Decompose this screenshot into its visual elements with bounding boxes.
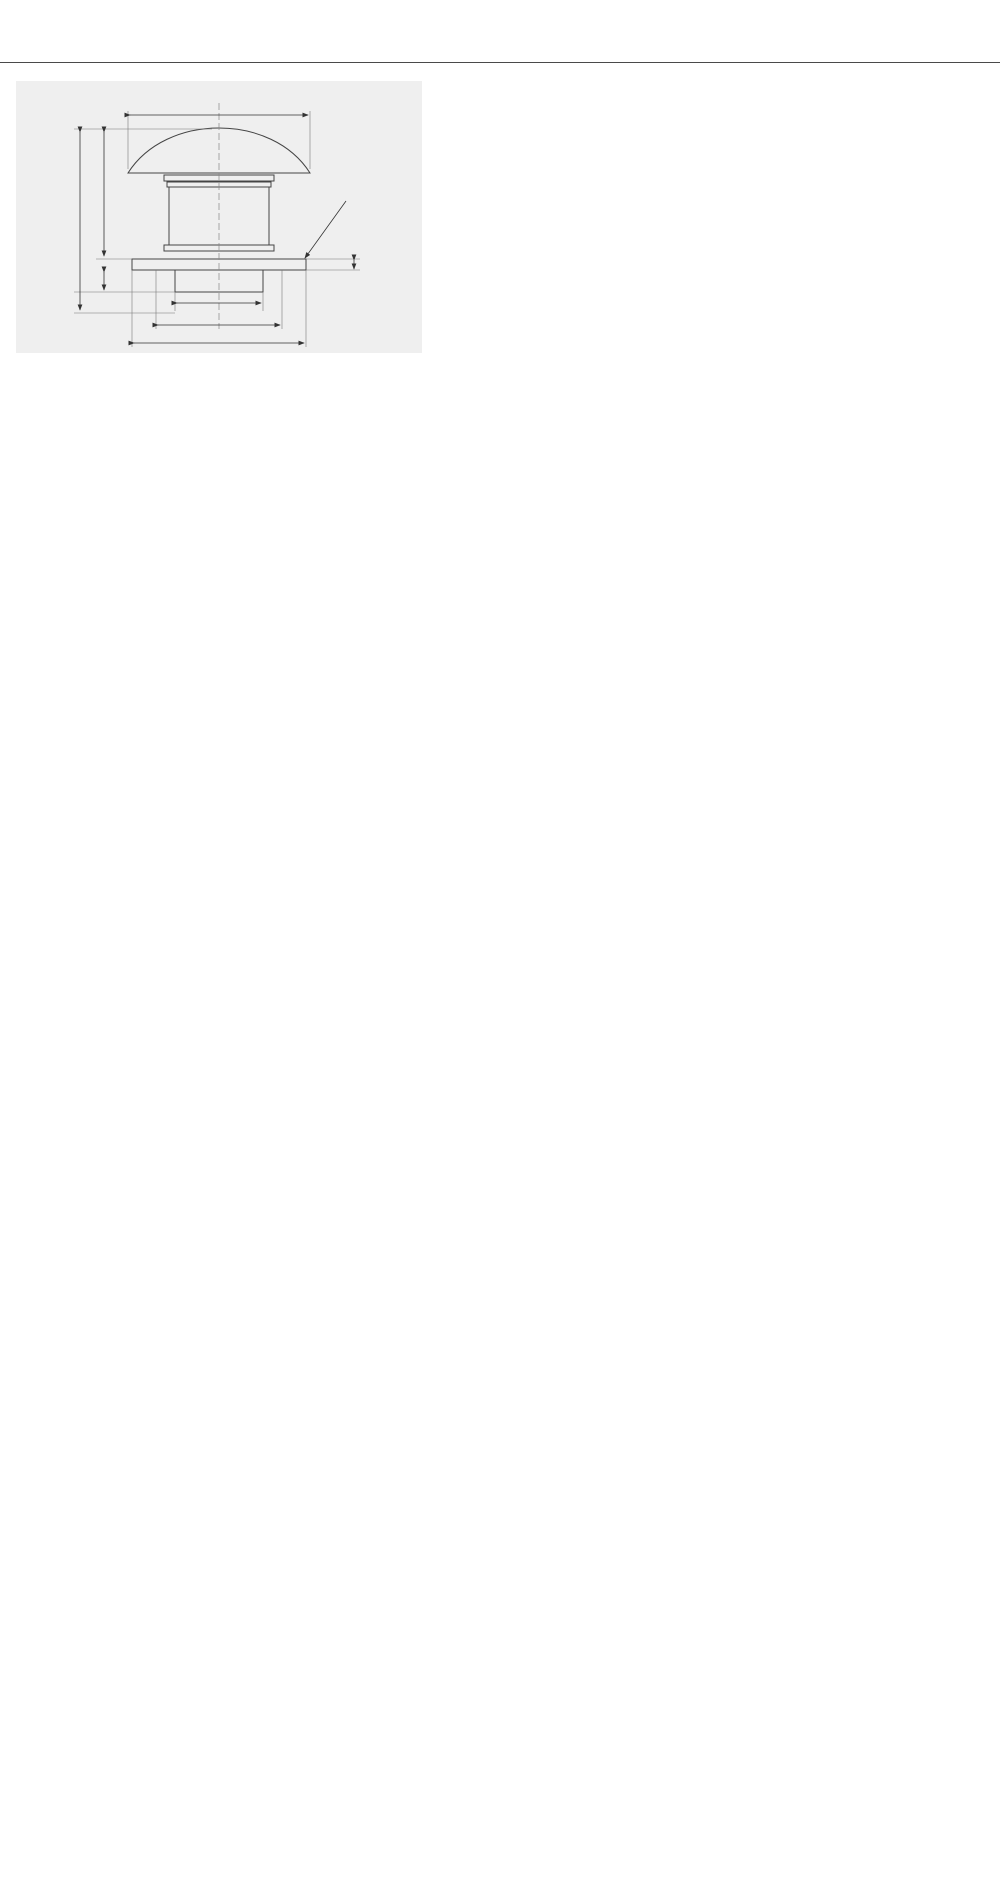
dimension-lines xyxy=(80,115,354,343)
extension-lines xyxy=(74,111,360,347)
dimensions-section xyxy=(16,81,984,353)
section-divider xyxy=(0,62,1000,63)
fan-dimension-drawing xyxy=(16,81,422,353)
datasheet-page xyxy=(0,0,1000,413)
fan-drawing-svg xyxy=(16,81,422,353)
